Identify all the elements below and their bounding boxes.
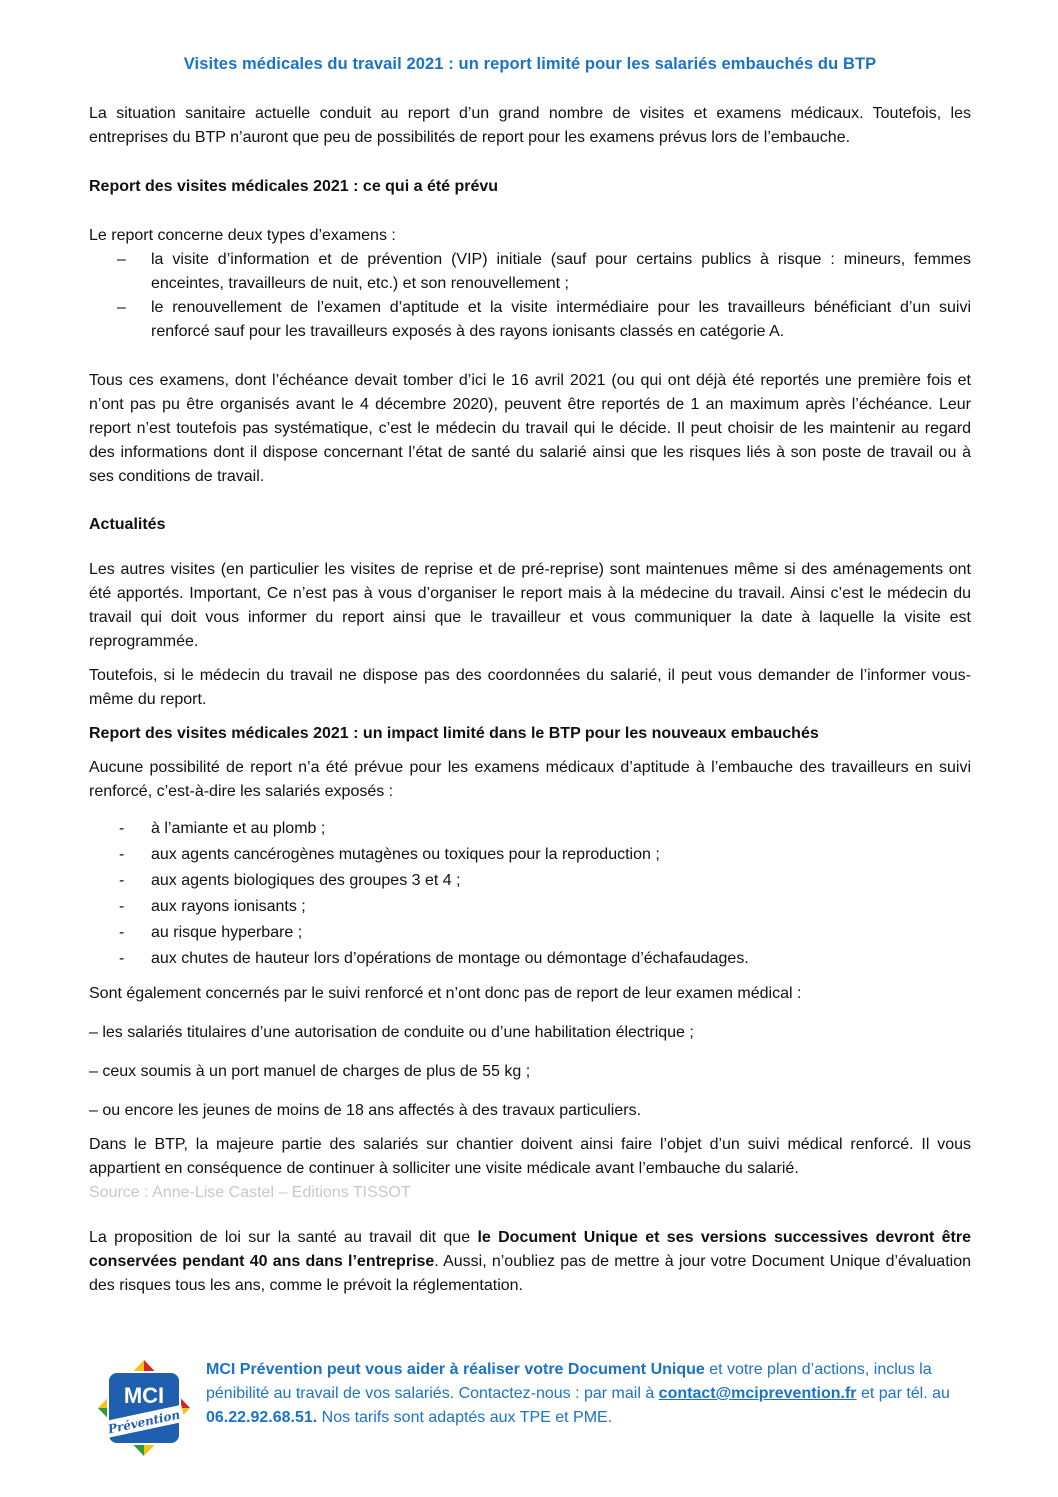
list-item: – le renouvellement de l’examen d’aptitude et la visite intermédiaire pour les travailleurs bénéficiant d’un suivi renforcé sauf pour les travailleurs exposés à des rayons ionisants classés en catégorie A. xyxy=(117,299,971,340)
section-heading-impact: Report des visites médicales 2021 : un impact limité dans le BTP pour les nouveaux embauchés xyxy=(89,725,819,742)
list-item: - aux chutes de hauteur lors d’opérations de montage ou démontage d’échafaudages. xyxy=(119,950,749,967)
footer-text: MCI Prévention peut vous aider à réaliser votre Document Unique et votre plan d’actions, inclus la pénibilité au travail de vos salariés. Contactez-nous : par mail à contact@mciprevention.fr et par tél. au 06.22.92.68.51. Nos tarifs sont adaptés aux TPE et PME. xyxy=(206,1361,950,1426)
list-item: - aux agents biologiques des groupes 3 et 4 ; xyxy=(119,872,461,889)
extra-item: – ceux soumis à un port manuel de charges de plus de 55 kg ; xyxy=(89,1063,531,1080)
svg-text:MCI: MCI xyxy=(123,1383,165,1408)
actualites-paragraph-1: Les autres visites (en particulier les visites de reprise et de pré-reprise) sont maintenues même si des aménagements ont été apportés. Important, Ce n’est pas à vous d’organiser le report mais à la médecine du travail. Ainsi c’est le médecin du travail qui doit vous informer du report ainsi que le travailleur et vous communiquer la date à laquelle la visite est reprogrammée. xyxy=(89,561,971,650)
section-heading-actualites: Actualités xyxy=(89,516,166,533)
list-item: – la visite d’information et de prévention (VIP) initiale (sauf pour certains publics à risque : mineurs, femmes enceintes, travailleurs de nuit, etc.) et son renouvellement ; xyxy=(117,251,971,292)
exposure-list xyxy=(89,816,971,972)
document-title: Visites médicales du travail 2021 : un report limité pour les salariés embauchés du BTP xyxy=(183,55,877,73)
extra-item: – les salariés titulaires d’une autorisation de conduite ou d’une habilitation électrique ; xyxy=(89,1024,694,1041)
report-body: Tous ces examens, dont l’échéance devait tomber d’ici le 16 avril 2021 (ou qui ont déjà été reportés une première fois et n’ont pas pu être organisés avant le 4 décembre 2020), peuvent être reportés de 1 an maximum après l’échéance. Leur report n’est toutefois pas systématique, c’est le médecin du travail qui le décide. Il peut choisir de les maintenir au regard des informations dont il dispose concernant l’état de santé du salarié ainsi que les risques liés à son poste de travail ou à ses conditions de travail. xyxy=(89,372,971,485)
exam-types-list xyxy=(89,248,971,344)
actualites-paragraph-2: Toutefois, si le médecin du travail ne dispose pas des coordonnées du salarié, il peut vous demander de l’informer vous-même du report. xyxy=(89,667,971,708)
list-item: - aux rayons ionisants ; xyxy=(119,898,306,915)
report-lead: Le report concerne deux types d’examens : xyxy=(89,227,396,244)
footer-contact xyxy=(88,1358,972,1458)
impact-lead: Aucune possibilité de report n’a été prévue pour les examens médicaux d’aptitude à l’embauche des travailleurs en suivi renforcé, c’est-à-dire les salariés exposés : xyxy=(89,759,971,800)
source-credit: Source : Anne-Lise Castel – Editions TISSOT xyxy=(89,1184,411,1201)
list-item: - à l’amiante et au plomb ; xyxy=(119,820,326,837)
law-paragraph: La proposition de loi sur la santé au travail dit que le Document Unique et ses versions successives devront être conservées pendant 40 ans dans l’entreprise. Aussi, n’oubliez pas de mettre à jour votre Document Unique d’évaluation des risques tous les ans, comme le prévoit la réglementation. xyxy=(89,1229,971,1294)
email-link[interactable]: contact@mciprevention.fr xyxy=(658,1385,857,1402)
intro-paragraph: La situation sanitaire actuelle conduit au report d’un grand nombre de visites et examens médicaux. Toutefois, les entreprises du BTP n’auront que peu de possibilités de report pour les examens prévus lors de l’embauche. xyxy=(89,105,971,146)
mci-prevention-logo xyxy=(94,1358,194,1458)
phone-number: 06.22.92.68.51. xyxy=(206,1409,318,1426)
extra-item: – ou encore les jeunes de moins de 18 ans affectés à des travaux particuliers. xyxy=(89,1102,642,1119)
document-page xyxy=(89,52,971,1298)
list-item: - aux agents cancérogènes mutagènes ou toxiques pour la reproduction ; xyxy=(119,846,660,863)
section-heading-report: Report des visites médicales 2021 : ce qui a été prévu xyxy=(89,178,499,195)
list-item: - au risque hyperbare ; xyxy=(119,924,303,941)
also-concerned: Sont également concernés par le suivi renforcé et n’ont donc pas de report de leur examen médical : xyxy=(89,985,802,1002)
svg-text:Prévention: Prévention xyxy=(106,1407,182,1437)
closing-paragraph: Dans le BTP, la majeure partie des salariés sur chantier doivent ainsi faire l’objet d’un suivi médical renforcé. Il vous appartient en conséquence de continuer à solliciter une visite médicale avant l’embauche du salarié. Source : Anne-Lise Castel – Editions TISSOT xyxy=(89,1136,971,1201)
